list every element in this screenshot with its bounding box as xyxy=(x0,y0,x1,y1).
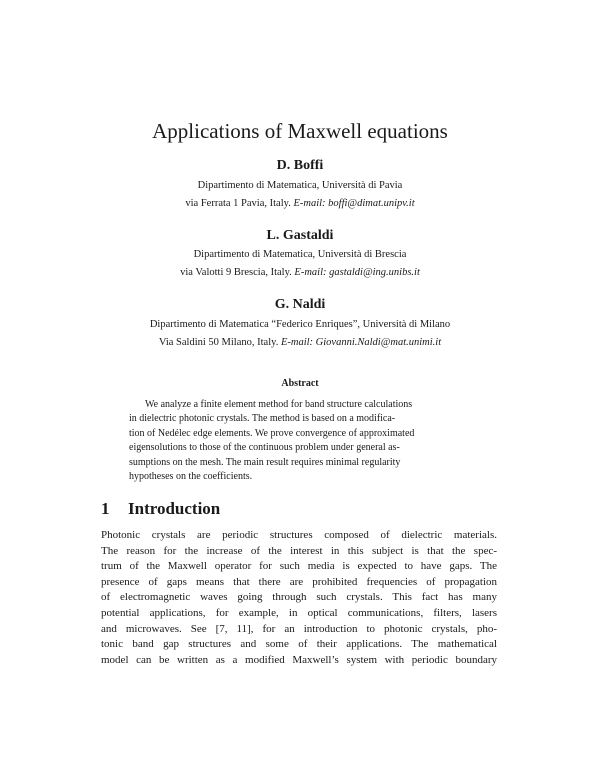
author-name-3: G. Naldi xyxy=(274,297,326,312)
author-email-2[interactable]: gastaldi@ing.unibs.it xyxy=(329,267,420,278)
email-label-1: E-mail: xyxy=(293,198,326,209)
body-line: The reason for the increase of the interest in this subject is that the spec- xyxy=(101,544,497,557)
body-line: model can be written as a modified Maxwell’s system with periodic boundary xyxy=(101,653,497,666)
body-line: trum of the Maxwell operator for such media is expected to have gaps. The xyxy=(101,560,497,573)
author-address-line-3 xyxy=(0,334,600,352)
author-affiliation-2: Dipartimento di Matematica, Università di Brescia xyxy=(193,249,407,260)
email-label-2: E-mail: xyxy=(294,267,327,278)
section-heading xyxy=(101,499,220,519)
author-address-1: via Ferrata 1 Pavia, Italy. xyxy=(185,198,291,209)
body-line: presence of gaps means that there are prohibited frequencies of propagation xyxy=(101,575,497,588)
body-line: tonic band gap structures and some of their applications. The mathematical xyxy=(101,638,497,651)
author-affiliation-3: Dipartimento di Matematica “Federico Enriques”, Università di Milano xyxy=(149,319,451,330)
body-line: of electromagnetic waves going through such crystals. This fact has many xyxy=(101,591,497,604)
abstract-line: sumptions on the mesh. The main result requires minimal regularity xyxy=(129,456,401,468)
author-name-1: D. Boffi xyxy=(276,158,324,173)
author-name-2: L. Gastaldi xyxy=(266,228,334,243)
section-title-text: Introduction xyxy=(128,499,221,518)
abstract-line: We analyze a finite element method for band structure calculations xyxy=(145,399,413,410)
author-affiliation-1: Dipartimento di Matematica, Università di Pavia xyxy=(197,180,403,191)
author-email-1[interactable]: boffi@dimat.unipv.it xyxy=(328,198,415,209)
abstract-line: eigensolutions to those of the continuous problem under general as- xyxy=(129,442,400,454)
author-address-2: via Valotti 9 Brescia, Italy. xyxy=(180,267,292,278)
body-line: potential applications, for example, in optical communications, filters, lasers xyxy=(101,606,497,619)
abstract-line: tion of Nedélec edge elements. We prove convergence of approximated xyxy=(129,427,415,439)
author-address-line-2 xyxy=(0,264,600,282)
paper-title: Applications of Maxwell equations xyxy=(152,119,448,143)
body-line: Photonic crystals are periodic structures composed of dielectric materials. xyxy=(101,529,497,541)
abstract-heading: Abstract xyxy=(281,378,319,389)
section-body xyxy=(101,528,497,668)
author-address-line-1 xyxy=(0,195,600,213)
abstract-line: in dielectric photonic crystals. The method is based on a modifica- xyxy=(129,413,396,425)
email-label-3: E-mail: xyxy=(280,337,314,348)
abstract-line: hypotheses on the coefficients. xyxy=(129,470,253,482)
section-number: 1 xyxy=(101,499,110,518)
abstract-body xyxy=(129,398,471,484)
body-line: and microwaves. See [7, 11], for an introduction to photonic crystals, pho- xyxy=(101,622,497,635)
author-address-3: Via Saldini 50 Milano, Italy. xyxy=(158,337,279,348)
author-email-3[interactable]: Giovanni.Naldi@mat.unimi.it xyxy=(315,337,442,348)
